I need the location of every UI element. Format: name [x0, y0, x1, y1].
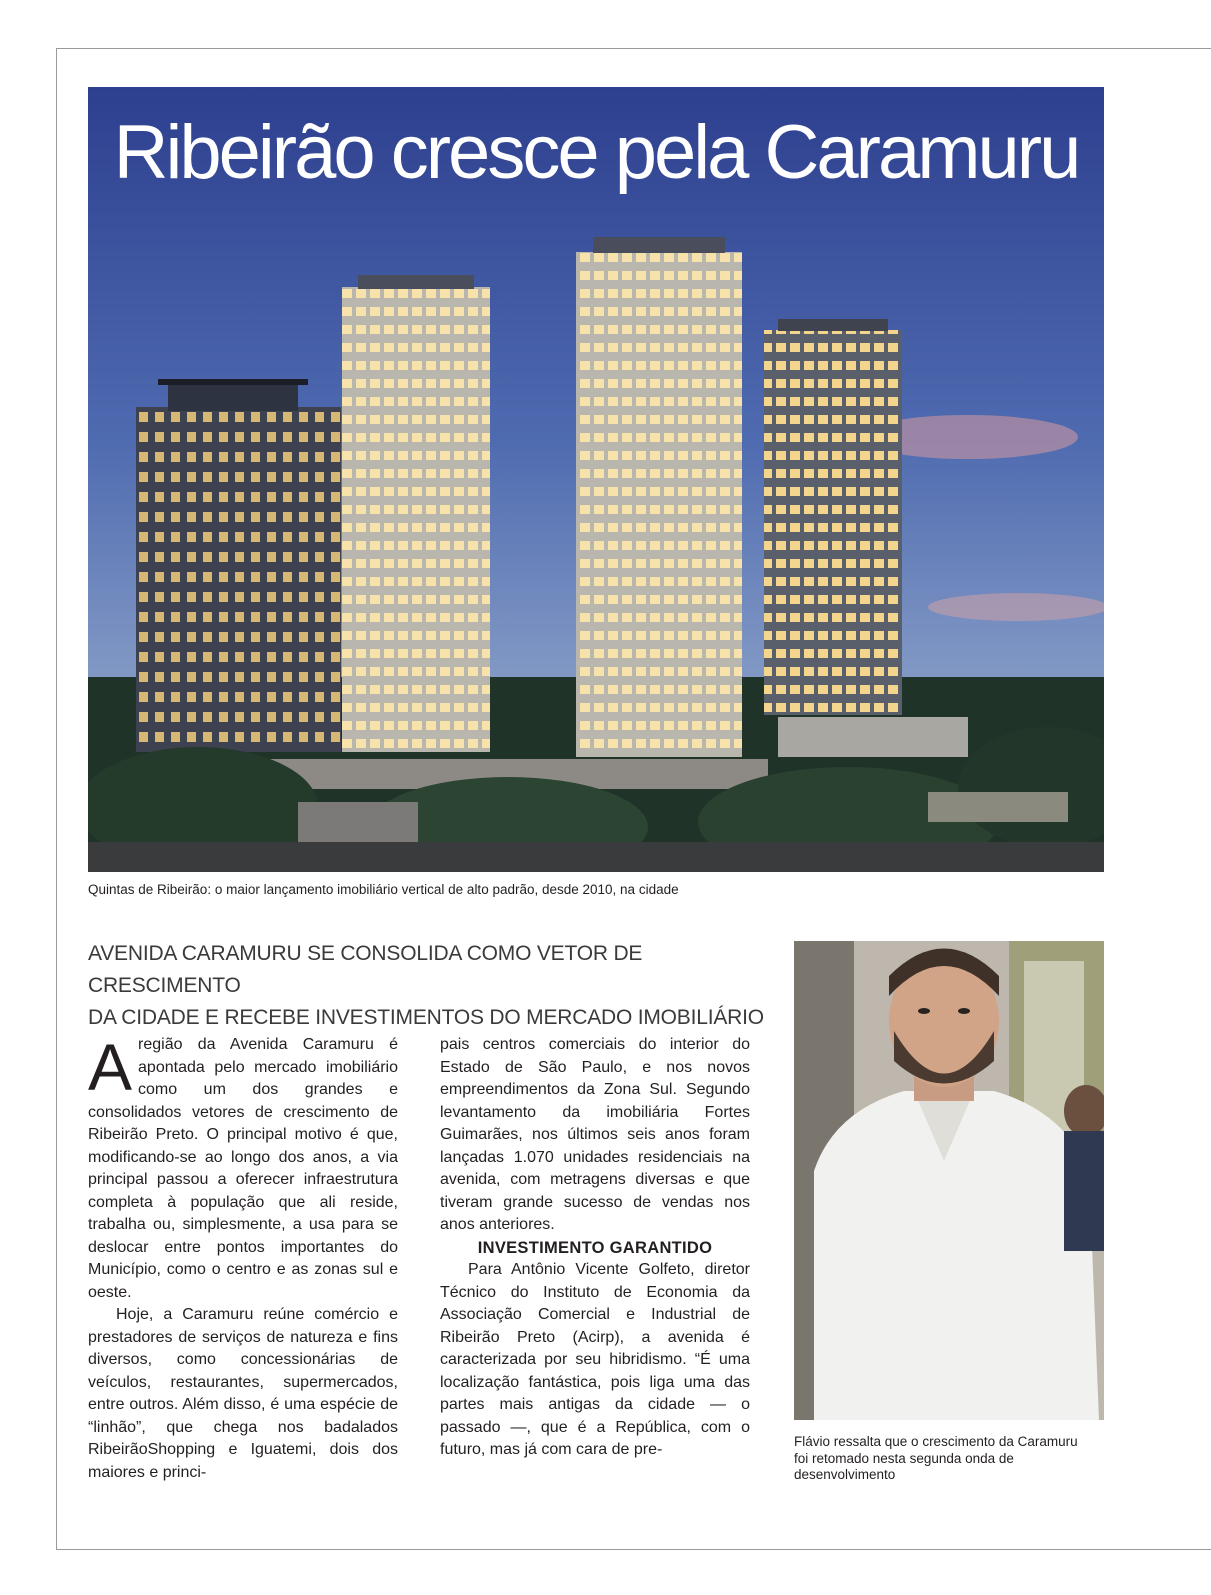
paragraph-2: Hoje, a Caramuru reúne comércio e prestadores de serviços de natureza e fins diversos, como concessionárias de veículos, restaurantes, supermercados, entre outros. Além disso, é uma espécie de “linhão”, que chega nos badalados RibeirãoShopping e Iguatemi, dois dos maiores e princi-: [88, 1306, 398, 1481]
paragraph-1: [88, 1030, 398, 1304]
article-title: Ribeirão cresce pela Caramuru: [113, 110, 1079, 195]
article-subhead: [88, 938, 778, 1034]
drop-cap: A: [88, 1030, 133, 1104]
subhead-line-1: AVENIDA CARAMURU SE CONSOLIDA COMO VETOR DE CRESCIMENTO: [88, 942, 643, 997]
article-column-2: [440, 1034, 750, 1462]
buildings-illustration: [88, 87, 1104, 872]
hero-photo: [88, 87, 1104, 872]
paragraph-4: Para Antônio Vicente Golfeto, diretor Técnico do Instituto de Economia da Associação Comercial e Industrial de Ribeirão Preto (Acirp), a avenida é caracterizada por seu hibridismo. “É uma localização fantástica, pois liga uma das partes mais antigas da cidade — o passado —, que é a República, com o futuro, mas já com cara de pre-: [440, 1261, 750, 1458]
paragraph-1-text: região da Avenida Caramuru é apontada pelo mercado imobiliário como um dos grandes e consolidados vetores de crescimento de Ribeirão Preto. O principal motivo é que, modificando-se ao longo dos anos, a via principal passou a oferecer infraestrutura completa à população que ali reside, trabalha ou, simplesmente, a usa para se deslocar entre pontos importantes do Município, como o centro e as zonas sul e oeste.: [88, 1036, 398, 1301]
section-heading: INVESTIMENTO GARANTIDO: [477, 1238, 713, 1257]
portrait-illustration: [794, 941, 1104, 1420]
article-column-1: [88, 1030, 398, 1484]
paragraph-3: pais centros comerciais do interior do Estado de São Paulo, e nos novos empreendimentos da Zona Sul. Segundo levantamento da imobiliária Fortes Guimarães, nos últimos seis anos foram lançadas 1.070 unidades residenciais na avenida, com metragens diversas e que tiveram grande sucesso de vendas nos anos anteriores.: [440, 1036, 750, 1233]
portrait-caption: Flávio ressalta que o crescimento da Caramuru foi retomado nesta segunda onda de desenvolvimento: [794, 1434, 1078, 1482]
hero-caption: Quintas de Ribeirão: o maior lançamento imobiliário vertical de alto padrão, desde 2010, na cidade: [88, 882, 679, 897]
portrait-photo: [794, 941, 1104, 1420]
subhead-line-2: DA CIDADE E RECEBE INVESTIMENTOS DO MERCADO IMOBILIÁRIO: [88, 1006, 764, 1029]
